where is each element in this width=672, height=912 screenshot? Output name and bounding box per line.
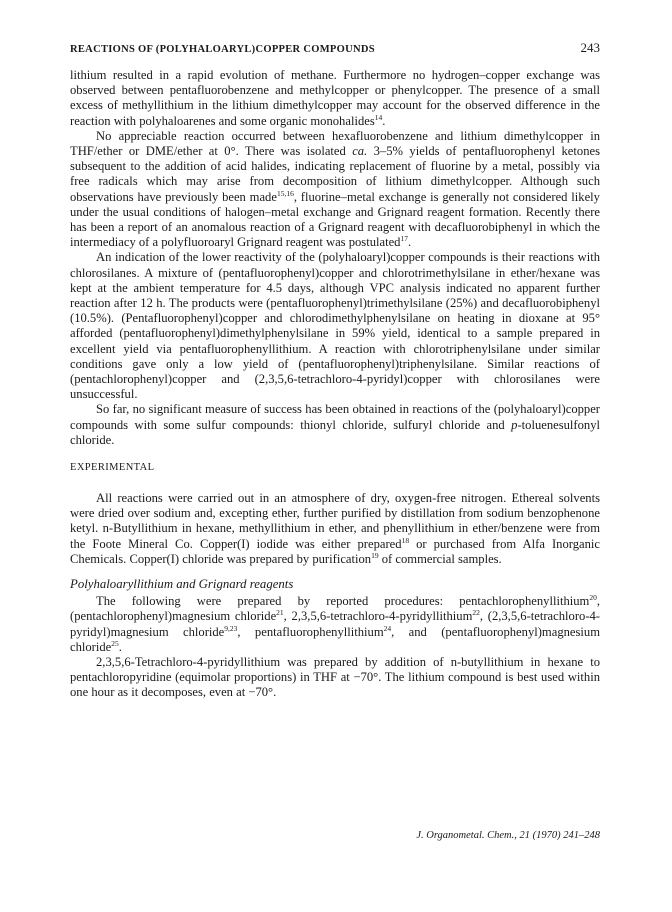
italic-text: p — [511, 417, 518, 432]
paragraph — [70, 594, 600, 655]
subsection-heading: Polyhaloaryllithium and Grignard reagents — [70, 577, 294, 592]
reference-superscript: 22 — [472, 608, 480, 618]
reference-superscript: 17 — [400, 234, 408, 244]
paragraph-text: , (2,3,5,6-tetrachloro-4-pyridyl)magnesium chloride — [70, 609, 600, 639]
reference-superscript: 14 — [374, 112, 383, 122]
running-head-title: REACTIONS OF (POLYHALOARYL)COPPER COMPOUNDS — [70, 44, 375, 55]
paragraph-text: No appreciable reaction occurred between hexafluorobenzene and lithium dimethylcopper in THF/ether or DME/ether at 0°. There was isolated — [70, 128, 600, 159]
reference-superscript: 20 — [589, 592, 597, 602]
paragraph-text: , and (pentafluorophenyl)magnesium chloride — [70, 624, 600, 654]
paragraph-text: All reactions were carried out in an atmosphere of dry, oxygen-free nitrogen. Ethereal solvents were dried over sodium and, excepting ether, further purified by distillation from sodium benzophenone ketyl. n-Butyllithium in hexane, methyllithium in ether, and phenyllithium in ether/benzene were from the Foote Mineral Co. Copper(I) iodide was either prepared — [70, 491, 600, 551]
italic-text: ca. — [352, 144, 368, 159]
reference-superscript: 15,16 — [276, 188, 294, 198]
reference-superscript: 18 — [401, 535, 410, 545]
paragraph-text: 2,3,5,6-Tetrachloro-4-pyridyllithium was prepared by addition of n-butyllithium in hexane to pentachloropyridine (equimolar proportions) in THF at −70°. The lithium compound is best used within one hour as it decomposes, even at −70°. — [70, 654, 600, 700]
paragraph-text: , pentafluorophenyllithium — [237, 624, 384, 639]
paragraph — [70, 129, 600, 251]
paragraph — [70, 68, 600, 129]
paragraph-text: or purchased from Alfa Inorganic Chemicals. Copper(I) chloride was prepared by purification — [70, 536, 601, 566]
journal-citation-footer: J. Organometal. Chem., 21 (1970) 241–248 — [416, 830, 600, 841]
paragraph-text: . — [118, 639, 122, 654]
experimental-section — [70, 491, 600, 567]
subsection-body — [70, 594, 600, 700]
section-heading-experimental: EXPERIMENTAL — [70, 462, 155, 474]
paragraph-text: -toluenesulfonyl chloride. — [70, 417, 600, 447]
reference-superscript: 25 — [111, 638, 119, 648]
paragraph-text: So far, no significant measure of success has been obtained in reactions of the (polyhaloaryl)copper compounds with some sulfur compounds: thionyl chloride, sulfuryl chloride and — [70, 402, 600, 432]
page-number: 243 — [580, 40, 600, 55]
paragraph — [70, 655, 600, 701]
reference-superscript: 9,23 — [224, 623, 238, 633]
paragraph-text: 3–5% yields of pentafluorophenyl ketones subsequent to the addition of acid halides, indicating replacement of fluorine by a metal, possibly via free radicals which may arise from decomposition of lithium dimethylcopper. Although such observations have previously been made — [70, 144, 600, 204]
running-head — [70, 40, 600, 56]
paragraph-text: , (pentachlorophenyl)magnesium chloride — [70, 594, 600, 624]
reference-superscript: 21 — [276, 608, 284, 618]
paragraph-text: An indication of the lower reactivity of the (polyhaloaryl)copper compounds is their reactions with chlorosilanes. A mixture of (pentafluorophenyl)copper and chlorotrimethylsilane in ether/hexane was kept at the ambient temperature for 4.5 days, although VPC analysis indicated no apparent further reaction after 12 h. The products were (pentafluorophenyl)trimethylsilane (25%) and decafluorobiphenyl (10.5%). (Pentafluorophenyl)copper and chlorodimethylphenylsilane on heating in dioxane at 95° afforded (pentafluorophenyl)dimethylphenylsilane in 59% yield, identical to a sample prepared in excellent yield via pentafluorophenyllithium. A reaction with chlorotriphenylsilane under similar conditions gave only a low yield of (pentafluorophenyl)triphenylsilane. Similar reactions of (pentachlorophenyl)copper and (2,3,5,6-tetrachloro-4-pyridyl)copper with chlorosilanes were unsuccessful. — [70, 250, 600, 402]
reference-superscript: 19 — [371, 550, 379, 560]
paragraph-text: , fluorine–metal exchange is generally not considered likely under the usual conditions of halogen–metal exchange and Grignard reagent formation. Recently there has been a report of an anomalous reaction of a Grignard reagent with decafluorobiphenyl in which the intermediacy of a polyfluoroaryl Grignard reagent was postulated — [70, 189, 600, 250]
paragraph — [70, 491, 600, 567]
journal-page — [70, 40, 600, 701]
paragraph-text: The following were prepared by reported procedures: pentachlorophenyllithium — [96, 594, 590, 609]
paragraph-text: . — [382, 113, 386, 128]
reference-superscript: 24 — [383, 623, 392, 633]
discussion-section — [70, 68, 600, 448]
paragraph-text: of commercial samples. — [378, 551, 502, 566]
paragraph-text: , 2,3,5,6-tetrachloro-4-pyridyllithium — [283, 609, 473, 624]
paragraph — [70, 250, 600, 402]
paragraph-text: . — [407, 235, 412, 250]
paragraph-text: lithium resulted in a rapid evolution of methane. Furthermore no hydrogen–copper exchange was observed between pentafluorobenzene and methylcopper or phenylcopper. The presence of a small excess of methyllithium in the lithium dimethylcopper may account for the observed difference in the reaction with polyhaloarenes and some organic monohalides — [70, 68, 600, 128]
paragraph — [70, 402, 600, 448]
